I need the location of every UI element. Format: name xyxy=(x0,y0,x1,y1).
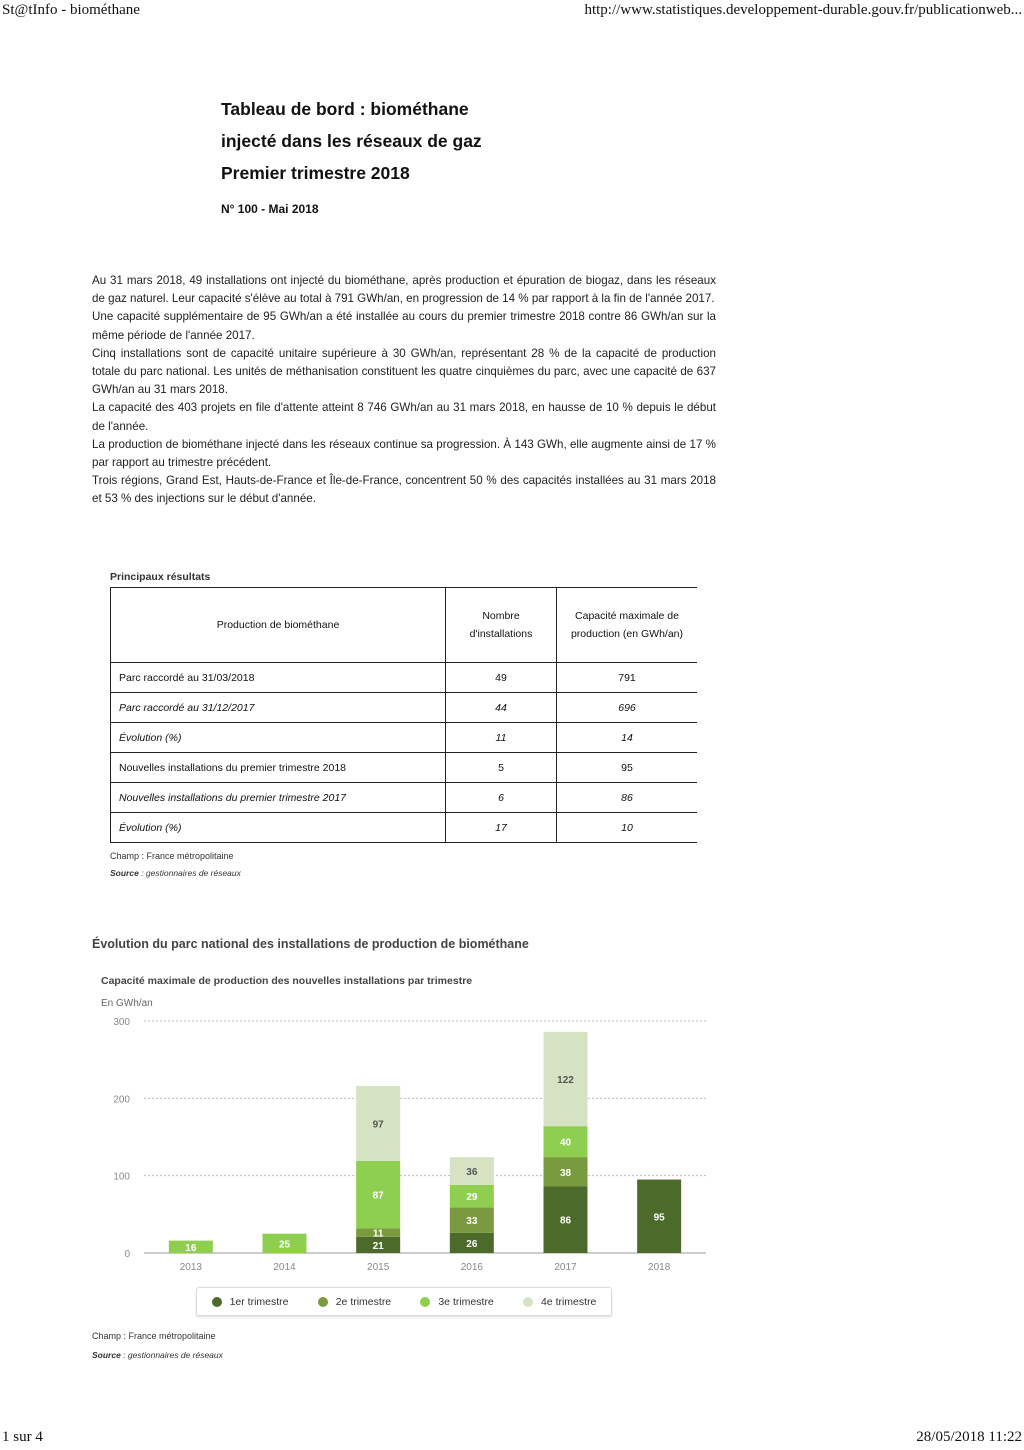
chart-legend xyxy=(196,1287,612,1316)
paragraph: La capacité des 403 projets en file d'attente atteint 8 746 GWh/an au 31 mars 2018, en hausse de 10 % depuis le début de l'année. xyxy=(92,401,716,433)
paragraph: Une capacité supplémentaire de 95 GWh/an a été installée au cours du premier trimestre 2018 contre 86 GWh/an sur la même période de l'année 2017. xyxy=(92,310,716,342)
legend-item[interactable] xyxy=(318,1296,391,1308)
row-label: Nouvelles installations du premier trimestre 2018 xyxy=(111,753,446,783)
table-row xyxy=(111,693,698,723)
row-capacity: 86 xyxy=(557,783,698,813)
data-label: 33 xyxy=(466,1216,478,1228)
y-tick-label: 200 xyxy=(113,1094,130,1106)
row-capacity: 10 xyxy=(557,813,698,843)
legend-item[interactable] xyxy=(212,1296,289,1308)
table-scope-note: Champ : France métropolitaine xyxy=(110,851,234,861)
legend-swatch-icon xyxy=(420,1297,430,1307)
x-tick-label: 2016 xyxy=(460,1262,483,1273)
table-row xyxy=(111,663,698,693)
data-label: 16 xyxy=(185,1242,197,1254)
data-label: 95 xyxy=(653,1212,665,1224)
results-table-title: Principaux résultats xyxy=(110,571,211,583)
data-label: 38 xyxy=(559,1167,572,1179)
source-label: Source xyxy=(110,868,139,878)
table-row xyxy=(111,753,698,783)
data-label: 97 xyxy=(372,1119,384,1131)
source-label: Source xyxy=(92,1350,121,1360)
legend-swatch-icon xyxy=(212,1297,222,1307)
chart-source xyxy=(92,1350,223,1360)
legend-label: 2e trimestre xyxy=(335,1295,392,1308)
table-header-cell: Production de biométhane xyxy=(111,588,446,663)
legend-swatch-icon xyxy=(523,1297,533,1307)
row-count: 17 xyxy=(446,813,557,843)
data-label: 25 xyxy=(278,1239,291,1251)
table-header-cell: Nombre d'installations xyxy=(446,588,557,663)
row-count: 5 xyxy=(446,753,557,783)
y-tick-label: 0 xyxy=(124,1249,130,1260)
row-count: 44 xyxy=(446,693,557,723)
results-table xyxy=(110,587,697,843)
data-label: 29 xyxy=(466,1192,478,1204)
document-title xyxy=(221,93,482,189)
paragraph: La production de biométhane injecté dans les réseaux continue sa progression. À 143 GWh, elle augmente ainsi de 17 % par rapport au trimestre précédent. xyxy=(92,437,716,470)
x-tick-label: 2015 xyxy=(367,1262,390,1273)
legend-item[interactable] xyxy=(523,1296,596,1308)
data-label: 21 xyxy=(372,1240,384,1252)
summary-text xyxy=(92,272,716,509)
source-text: : gestionnaires de réseaux xyxy=(138,868,241,878)
legend-item[interactable] xyxy=(420,1296,493,1308)
row-capacity: 14 xyxy=(557,723,698,753)
row-label: Parc raccordé au 31/12/2017 xyxy=(111,693,446,723)
row-label: Évolution (%) xyxy=(111,723,446,753)
paragraph: Trois régions, Grand Est, Hauts-de-France et Île-de-France, concentrent 50 % des capacités installées au 31 mars 2018 et 53 % des injections sur le début d'année. xyxy=(92,474,716,506)
legend-swatch-icon xyxy=(318,1297,328,1307)
data-label: 36 xyxy=(466,1167,478,1179)
title-line-3: Premier trimestre 2018 xyxy=(221,163,410,183)
row-label: Nouvelles installations du premier trimestre 2017 xyxy=(111,783,446,813)
page-header-url[interactable]: http://www.statistiques.developpement-durable.gouv.fr/publicationweb... xyxy=(584,2,1022,18)
table-header-row xyxy=(111,588,698,663)
chart-scope-note: Champ : France métropolitaine xyxy=(92,1331,216,1341)
chart-y-unit: En GWh/an xyxy=(101,998,153,1009)
chart-title: Capacité maximale de production des nouvelles installations par trimestre xyxy=(101,975,473,987)
row-count: 49 xyxy=(446,663,557,693)
title-line-1: Tableau de bord : biométhane xyxy=(221,99,469,119)
row-capacity: 791 xyxy=(557,663,698,693)
row-capacity: 95 xyxy=(557,753,698,783)
issue-number: N° 100 - Mai 2018 xyxy=(221,202,319,216)
data-label: 122 xyxy=(557,1075,574,1086)
paragraph: Cinq installations sont de capacité unitaire supérieure à 30 GWh/an, représentant 28 % de la capacité de production totale du parc national. Les unités de méthanisation constituent les quatre cinquièmes du parc, avec une capacité de 637 GWh/an au 31 mars 2018. xyxy=(92,346,716,397)
page-footer-timestamp: 28/05/2018 11:22 xyxy=(916,1429,1022,1445)
title-line-2: injecté dans les réseaux de gaz xyxy=(221,131,482,151)
x-tick-label: 2013 xyxy=(179,1262,202,1273)
y-tick-label: 300 xyxy=(113,1017,130,1028)
x-tick-label: 2018 xyxy=(648,1262,671,1273)
data-label: 87 xyxy=(372,1190,384,1202)
legend-label: 3e trimestre xyxy=(438,1295,494,1308)
paragraph: Au 31 mars 2018, 49 installations ont injecté du biométhane, après production et épuration de biogaz, dans les réseaux de gaz naturel. Leur capacité s'élève au total à 791 GWh/an, en progression de 14 % par rapport à la fin de l'année 2017. xyxy=(92,274,716,306)
x-tick-label: 2017 xyxy=(554,1262,577,1273)
legend-label: 1er trimestre xyxy=(229,1295,289,1308)
row-count: 11 xyxy=(446,723,557,753)
y-tick-label: 100 xyxy=(113,1171,130,1183)
table-source xyxy=(110,868,241,878)
row-label: Évolution (%) xyxy=(111,813,446,843)
data-label: 11 xyxy=(372,1228,384,1240)
page-header-title: St@tInfo - biométhane xyxy=(2,2,140,18)
legend-label: 4e trimestre xyxy=(540,1295,597,1308)
table-row xyxy=(111,813,698,843)
table-row xyxy=(111,723,698,753)
source-text: : gestionnaires de réseaux xyxy=(120,1350,223,1360)
row-count: 6 xyxy=(446,783,557,813)
stacked-bar-chart xyxy=(90,1010,720,1285)
data-label: 86 xyxy=(559,1215,572,1227)
data-label: 40 xyxy=(559,1137,572,1149)
row-capacity: 696 xyxy=(557,693,698,723)
table-header-cell: Capacité maximale de production (en GWh/an) xyxy=(557,588,698,663)
row-label: Parc raccordé au 31/03/2018 xyxy=(111,663,446,693)
x-tick-label: 2014 xyxy=(273,1262,296,1273)
data-label: 26 xyxy=(466,1238,478,1250)
page-footer-pagination: 1 sur 4 xyxy=(2,1429,43,1445)
table-row xyxy=(111,783,698,813)
chart-section-title: Évolution du parc national des installations de production de biométhane xyxy=(92,937,529,951)
